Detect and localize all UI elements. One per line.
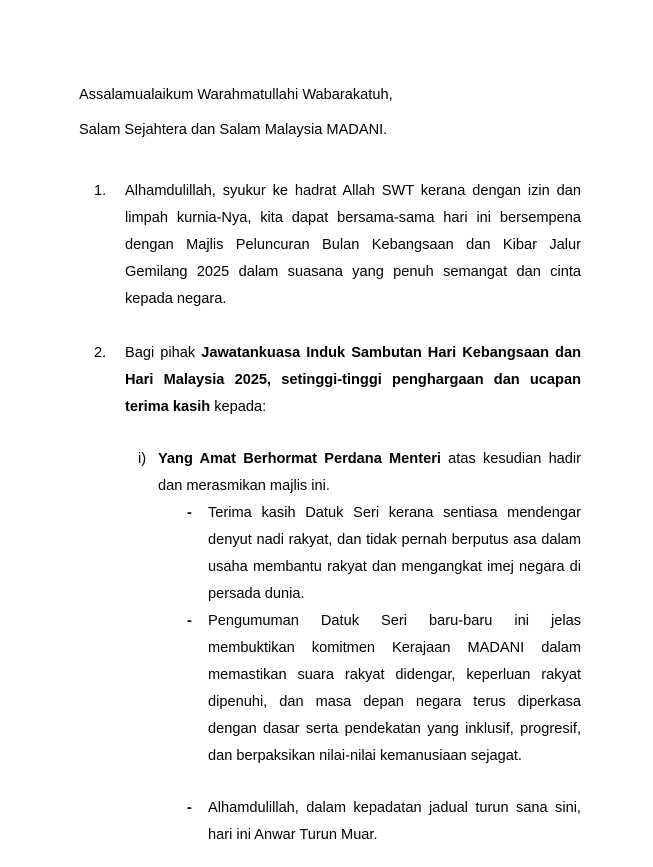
- sub-item-bold: Yang Amat Berhormat Perdana Menteri: [158, 451, 441, 467]
- paragraph-2-intro: Bagi pihak: [125, 345, 196, 361]
- paragraph-1-number: 1.: [94, 183, 107, 199]
- bullet-2-dash: -: [187, 613, 192, 629]
- sub-item-text: [158, 446, 581, 500]
- paragraph-1-text: Alhamdulillah, syukur ke hadrat Allah SWT kerana dengan izin dan limpah kurnia-Nya, kita dapat bersama-sama hari ini bersempena dengan Majlis Peluncuran Bulan Kebangsaan dan Kibar Jalur Gemilang 2025 dalam suasana yang penuh semangat dan cinta kepada negara.: [125, 183, 581, 307]
- sub-item-number: i): [138, 451, 147, 467]
- paragraph-2-outro: kepada:: [214, 399, 267, 415]
- greeting-line-1: Assalamualaikum Warahmatullahi Wabarakatuh,: [79, 87, 393, 103]
- paragraph-2-text: [125, 340, 581, 421]
- bullet-1-dash: -: [187, 505, 192, 521]
- bullet-1-text: Terima kasih Datuk Seri kerana sentiasa mendengar denyut nadi rakyat, dan tidak pernah berputus asa dalam usaha membantu rakyat dan mengangkat imej negara di persada dunia.: [208, 505, 581, 602]
- paragraph-2-number: 2.: [94, 345, 107, 361]
- bullet-3-dash: -: [187, 800, 192, 816]
- paragraph-2-bold: Jawatankuasa Induk Sambutan Hari Kebangsaan dan Hari Malaysia 2025, setinggi-tinggi penghargaan dan ucapan terima kasih: [125, 345, 582, 415]
- greeting-line-2: Salam Sejahtera dan Salam Malaysia MADANI.: [79, 122, 388, 138]
- sub-item-rest: atas kesudian hadir dan merasmikan majlis ini.: [158, 451, 582, 494]
- bullet-3-text: Alhamdulillah, dalam kepadatan jadual turun sana sini, hari ini Anwar Turun Muar.: [208, 800, 581, 843]
- bullet-2-text: Pengumuman Datuk Seri baru-baru ini jelas membuktikan komitmen Kerajaan MADANI dalam memastikan suara rakyat didengar, keperluan rakyat dipenuhi, dan masa depan negara terus diperkasa dengan dasar serta pendekatan yang inklusif, progresif, dan berpaksikan nilai-nilai kemanusiaan sejagat.: [208, 613, 581, 764]
